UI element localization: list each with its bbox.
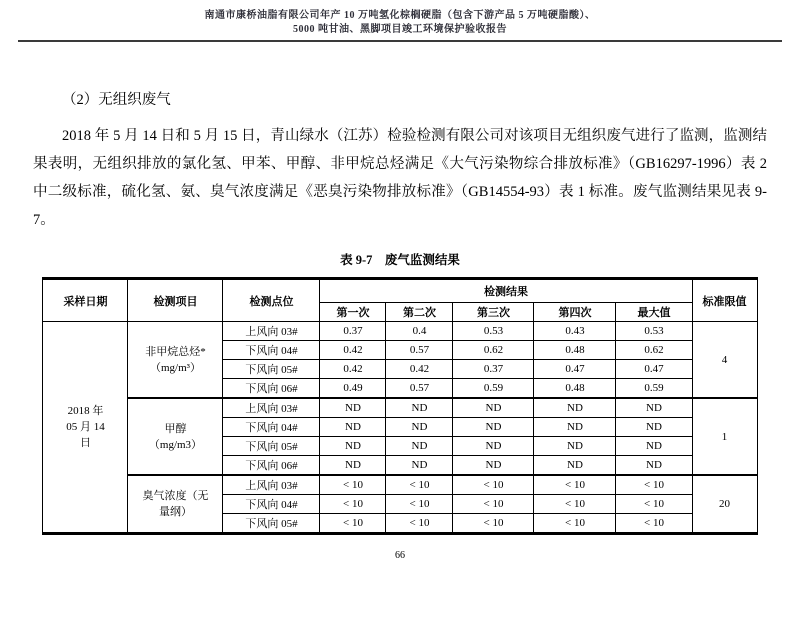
doc-header-line1: 南通市康桥油脂有限公司年产 10 万吨氢化棕榈硬脂（包含下游产品 5 万吨硬脂酸）、 (204, 10, 596, 21)
value-cell: 0.4 (386, 322, 453, 341)
item-line: （mg/m³） (150, 361, 201, 374)
value-cell: < 10 (616, 475, 692, 495)
value-cell: 0.37 (320, 322, 386, 341)
item-cell (128, 398, 223, 475)
value-cell: < 10 (386, 495, 453, 514)
value-cell: 0.47 (534, 360, 616, 379)
value-cell: ND (616, 456, 692, 476)
sample-date-cell (43, 322, 128, 534)
col-header-run4: 第四次 (534, 303, 616, 322)
value-cell: 0.53 (453, 322, 534, 341)
value-cell: 0.59 (453, 379, 534, 399)
point-cell: 下风向 05# (223, 514, 320, 534)
body-paragraph: 2018 年 5 月 14 日和 5 月 15 日，青山绿水（江苏）检验检测有限公司对该项目无组织废气进行了监测，监测结果表明，无组织排放的氯化氢、甲苯、甲醇、非甲烷总烃满足《大气污染物综合排放标准》（GB16297-1996）表 2 中二级标准，硫化氢、氨、臭气浓度满足《恶臭污染物排放标准》（GB14554-93）表 1 标准。废气监测结果见表 9-7。 (33, 128, 767, 228)
value-cell: < 10 (386, 475, 453, 495)
point-cell: 上风向 03# (223, 475, 320, 495)
value-cell: ND (534, 418, 616, 437)
value-cell: ND (453, 418, 534, 437)
value-cell: 0.43 (534, 322, 616, 341)
header-divider (18, 40, 782, 42)
value-cell: < 10 (453, 475, 534, 495)
item-line: 臭气浓度（无 (142, 490, 209, 502)
point-cell: 下风向 04# (223, 495, 320, 514)
point-cell: 下风向 05# (223, 360, 320, 379)
page-number: 66 (395, 550, 405, 561)
value-cell: 0.62 (453, 341, 534, 360)
value-cell: 0.42 (320, 341, 386, 360)
value-cell: ND (453, 398, 534, 418)
value-cell: 0.53 (616, 322, 692, 341)
limit-cell: 20 (692, 475, 757, 534)
col-header-run3: 第三次 (453, 303, 534, 322)
value-cell: ND (320, 418, 386, 437)
value-cell: < 10 (320, 514, 386, 534)
value-cell: < 10 (616, 514, 692, 534)
table-body (43, 322, 757, 534)
value-cell: ND (320, 456, 386, 476)
value-cell: ND (534, 398, 616, 418)
table-row (43, 322, 757, 341)
value-cell: 0.49 (320, 379, 386, 399)
value-cell: ND (453, 456, 534, 476)
sample-date-line: 2018 年 (67, 405, 104, 417)
point-cell: 下风向 05# (223, 437, 320, 456)
value-cell: 0.47 (616, 360, 692, 379)
point-cell: 下风向 04# (223, 418, 320, 437)
table-header-row-1 (43, 279, 757, 303)
col-header-run2: 第二次 (386, 303, 453, 322)
value-cell: 0.37 (453, 360, 534, 379)
value-cell: ND (320, 437, 386, 456)
col-header-max: 最大值 (616, 303, 692, 322)
value-cell: < 10 (320, 495, 386, 514)
sample-date-line: 日 (79, 437, 91, 449)
limit-cell: 4 (692, 322, 757, 399)
value-cell: 0.59 (616, 379, 692, 399)
table-header (43, 279, 757, 322)
value-cell: 0.57 (386, 341, 453, 360)
point-cell: 上风向 03# (223, 322, 320, 341)
value-cell: ND (386, 418, 453, 437)
value-cell: < 10 (453, 495, 534, 514)
value-cell: 0.42 (320, 360, 386, 379)
limit-cell: 1 (692, 398, 757, 475)
doc-header-line2: 5000 吨甘油、黑脚项目竣工环境保护验收报告 (293, 24, 507, 35)
col-header-limit: 标准限值 (692, 279, 757, 322)
point-cell: 上风向 03# (223, 398, 320, 418)
value-cell: ND (616, 418, 692, 437)
table-title: 表 9-7 废气监测结果 (340, 253, 460, 267)
point-cell: 下风向 04# (223, 341, 320, 360)
point-cell: 下风向 06# (223, 456, 320, 476)
item-line: （mg/m3） (148, 438, 203, 451)
table-row (43, 398, 757, 418)
sample-date-line: 05 月 14 (66, 421, 105, 433)
value-cell: ND (534, 437, 616, 456)
value-cell: < 10 (534, 514, 616, 534)
col-header-item: 检测项目 (128, 279, 223, 322)
value-cell: 0.62 (616, 341, 692, 360)
value-cell: ND (616, 398, 692, 418)
value-cell: < 10 (534, 495, 616, 514)
value-cell: ND (386, 398, 453, 418)
col-header-sample-date: 采样日期 (43, 279, 128, 322)
col-header-results-group: 检测结果 (320, 279, 692, 303)
value-cell: < 10 (534, 475, 616, 495)
item-line: 甲醇 (164, 422, 187, 435)
col-header-run1: 第一次 (320, 303, 386, 322)
value-cell: 0.57 (386, 379, 453, 399)
point-cell: 下风向 06# (223, 379, 320, 399)
waste-gas-monitoring-table (42, 277, 757, 535)
page-body (0, 90, 800, 561)
value-cell: < 10 (386, 514, 453, 534)
value-cell: ND (453, 437, 534, 456)
value-cell: < 10 (616, 495, 692, 514)
value-cell: < 10 (453, 514, 534, 534)
table-row (43, 475, 757, 495)
value-cell: ND (386, 456, 453, 476)
value-cell: 0.48 (534, 379, 616, 399)
item-cell (128, 322, 223, 399)
value-cell: 0.48 (534, 341, 616, 360)
value-cell: ND (386, 437, 453, 456)
value-cell: ND (534, 456, 616, 476)
value-cell: ND (616, 437, 692, 456)
col-header-point: 检测点位 (223, 279, 320, 322)
item-line: 量纲） (158, 506, 192, 518)
value-cell: < 10 (320, 475, 386, 495)
running-header (0, 0, 800, 37)
value-cell: 0.42 (386, 360, 453, 379)
section-heading: （2）无组织废气 (62, 92, 171, 108)
item-line: 非甲烷总烃* (145, 345, 206, 358)
value-cell: ND (320, 398, 386, 418)
item-cell (128, 475, 223, 534)
